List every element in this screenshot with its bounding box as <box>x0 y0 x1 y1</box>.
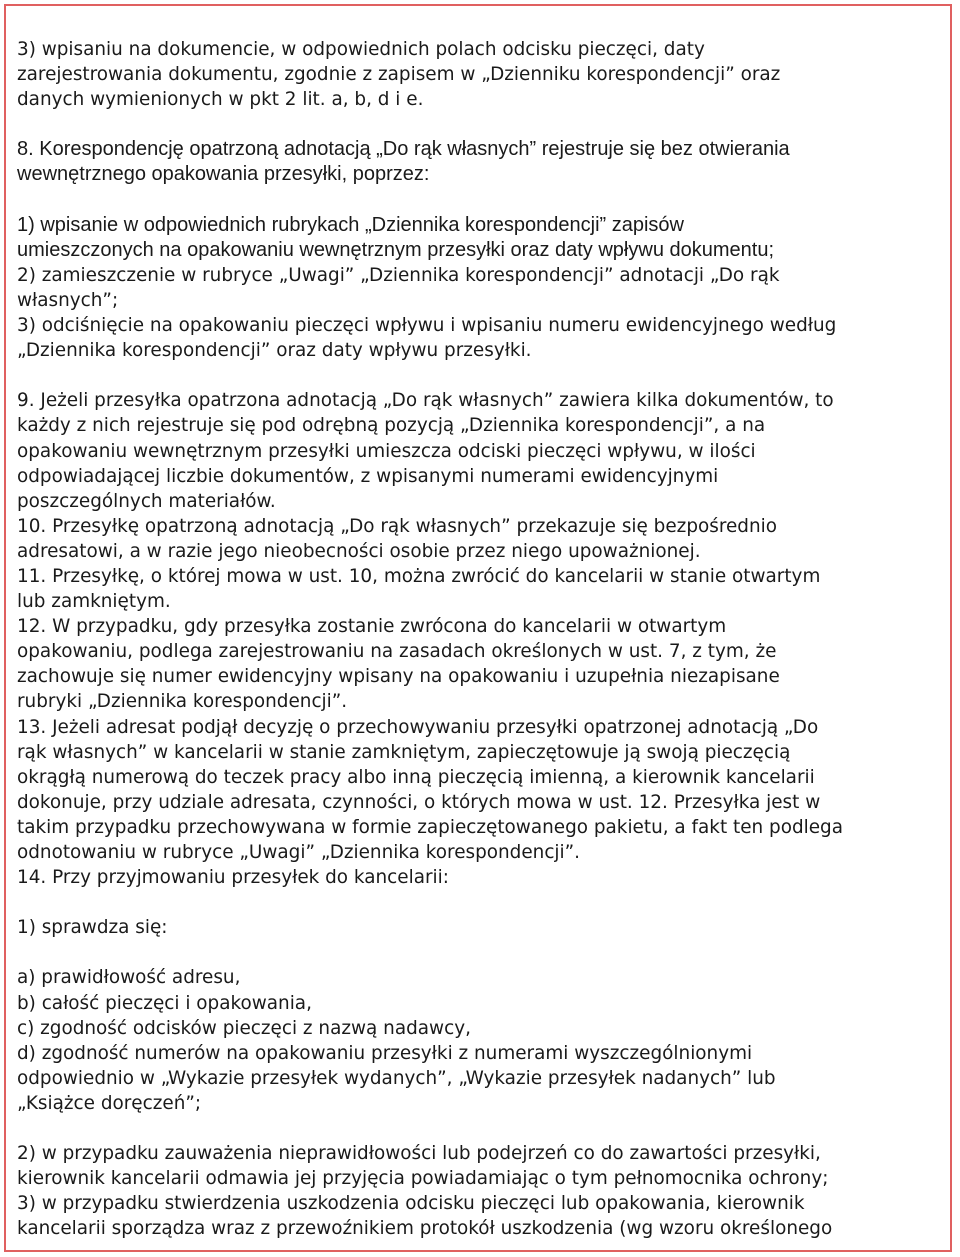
text-line: 13. Jeżeli adresat podjął decyzję o przechowywaniu przesyłki opatrzonej adnotacją „Do <box>17 716 819 738</box>
document-body <box>17 37 947 1242</box>
text-line: lub zamkniętym. <box>17 591 171 613</box>
text-line: 1) sprawdza się: <box>17 917 168 939</box>
text-line: wewnętrznego opakowania przesyłki, poprzez: <box>17 163 430 186</box>
text-line: 8. Korespondencję opatrzoną adnotacją „Do rąk własnych” rejestruje się bez otwierania <box>17 138 790 161</box>
paragraph-gap <box>17 188 947 213</box>
text-line: kancelarii sporządza wraz z przewoźnikiem protokół uszkodzenia (wg wzoru określonego <box>17 1218 833 1240</box>
text-line: rubryki „Dziennika korespondencji”. <box>17 691 348 713</box>
text-line: 12. W przypadku, gdy przesyłka zostanie zwrócona do kancelarii w otwartym <box>17 616 727 638</box>
text-line: własnych”; <box>17 289 119 311</box>
text-line: danych wymienionych w pkt 2 lit. a, b, d i e. <box>17 89 424 111</box>
text-line: poszczególnych materiałów. <box>17 490 276 512</box>
paragraph <box>17 263 947 363</box>
paragraph <box>17 37 947 112</box>
text-line: odpowiednio w „Wykazie przesyłek wydanych”, „Wykazie przesyłek nadanych” lub <box>17 1067 776 1089</box>
text-line: 11. Przesyłkę, o której mowa w ust. 10, można zwrócić do kancelarii w stanie otwartym <box>17 565 821 587</box>
text-line: kierownik kancelarii odmawia jej przyjęcia powiadamiając o tym pełnomocnika ochrony; <box>17 1168 829 1190</box>
text-line: takim przypadku przechowywana w formie zapieczętowanego pakietu, a fakt ten podlega <box>17 816 843 838</box>
text-line: 3) wpisaniu na dokumencie, w odpowiednich polach odcisku pieczęci, daty <box>17 39 705 60</box>
text-line: opakowaniu wewnętrznym przesyłki umieszcza odciski pieczęci wpływu, w ilości <box>17 440 756 462</box>
text-line: odpowiadającej liczbie dokumentów, z wpisanymi numerami ewidencyjnymi <box>17 465 719 487</box>
paragraph <box>17 915 947 940</box>
paragraph-gap <box>17 363 947 388</box>
text-line: 3) odciśnięcie na opakowaniu pieczęci wpływu i wpisaniu numeru ewidencyjnego według <box>17 315 837 337</box>
text-line: adresatowi, a w razie jego nieobecności osobie przez niego upoważnionej. <box>17 540 701 562</box>
text-line: „Dziennika korespondencji” oraz daty wpływu przesyłki. <box>17 340 532 362</box>
text-line: 3) w przypadku stwierdzenia uszkodzenia odcisku pieczęci lub opakowania, kierownik <box>17 1193 805 1215</box>
paragraph <box>17 965 947 1116</box>
text-line: rąk własnych” w kancelarii w stanie zamkniętym, zapieczętowuje ją swoją pieczęcią <box>17 741 791 763</box>
text-line: każdy z nich rejestruje się pod odrębną pozycją „Dziennika korespondencji”, a na <box>17 415 766 437</box>
text-line: zachowuje się numer ewidencyjny wpisany na opakowaniu i uzupełnia niezapisane <box>17 666 780 688</box>
text-line: odnotowaniu w rubryce „Uwagi” „Dziennika korespondencji”. <box>17 842 581 863</box>
text-line: 10. Przesyłkę opatrzoną adnotacją „Do rąk własnych” przekazuje się bezpośrednio <box>17 515 777 537</box>
text-line: 14. Przy przyjmowaniu przesyłek do kancelarii: <box>17 867 449 889</box>
text-line: opakowaniu, podlega zarejestrowaniu na zasadach określonych w ust. 7, z tym, że <box>17 641 777 663</box>
text-line: b) całość pieczęci i opakowania, <box>17 992 312 1014</box>
text-line: c) zgodność odcisków pieczęci z nazwą nadawcy, <box>17 1017 471 1039</box>
text-line: dokonuje, przy udziale adresata, czynności, o których mowa w ust. 12. Przesyłka jest w <box>17 791 821 813</box>
paragraph <box>17 1141 947 1241</box>
paragraph-gap <box>17 1116 947 1141</box>
paragraph <box>17 388 947 890</box>
paragraph-gap <box>17 940 947 965</box>
text-line: 9. Jeżeli przesyłka opatrzona adnotacją „Do rąk własnych” zawiera kilka dokumentów, to <box>17 390 834 412</box>
text-line: 2) zamieszczenie w rubryce „Uwagi” „Dziennika korespondencji” adnotacji „Do rąk <box>17 264 780 286</box>
text-line: „Książce doręczeń”; <box>17 1092 202 1114</box>
text-line: umieszczonych na opakowaniu wewnętrznym przesyłki oraz daty wpływu dokumentu; <box>17 238 775 261</box>
text-line: 2) w przypadku zauważenia nieprawidłowości lub podejrzeń co do zawartości przesyłki, <box>17 1143 821 1165</box>
text-line: zarejestrowania dokumentu, zgodnie z zapisem w „Dzienniku korespondencji” oraz <box>17 64 781 86</box>
text-line: d) zgodność numerów na opakowaniu przesyłki z numerami wyszczególnionymi <box>17 1042 753 1064</box>
text-line: a) prawidłowość adresu, <box>17 967 241 989</box>
text-line: 1) wpisanie w odpowiednich rubrykach „Dziennika korespondencji” zapisów <box>17 213 685 236</box>
text-line: okrągłą numerową do teczek pracy albo inną pieczęcią imienną, a kierownik kancelarii <box>17 766 815 788</box>
paragraph <box>17 213 947 263</box>
paragraph-gap <box>17 112 947 137</box>
paragraph-gap <box>17 890 947 915</box>
paragraph <box>17 137 947 187</box>
